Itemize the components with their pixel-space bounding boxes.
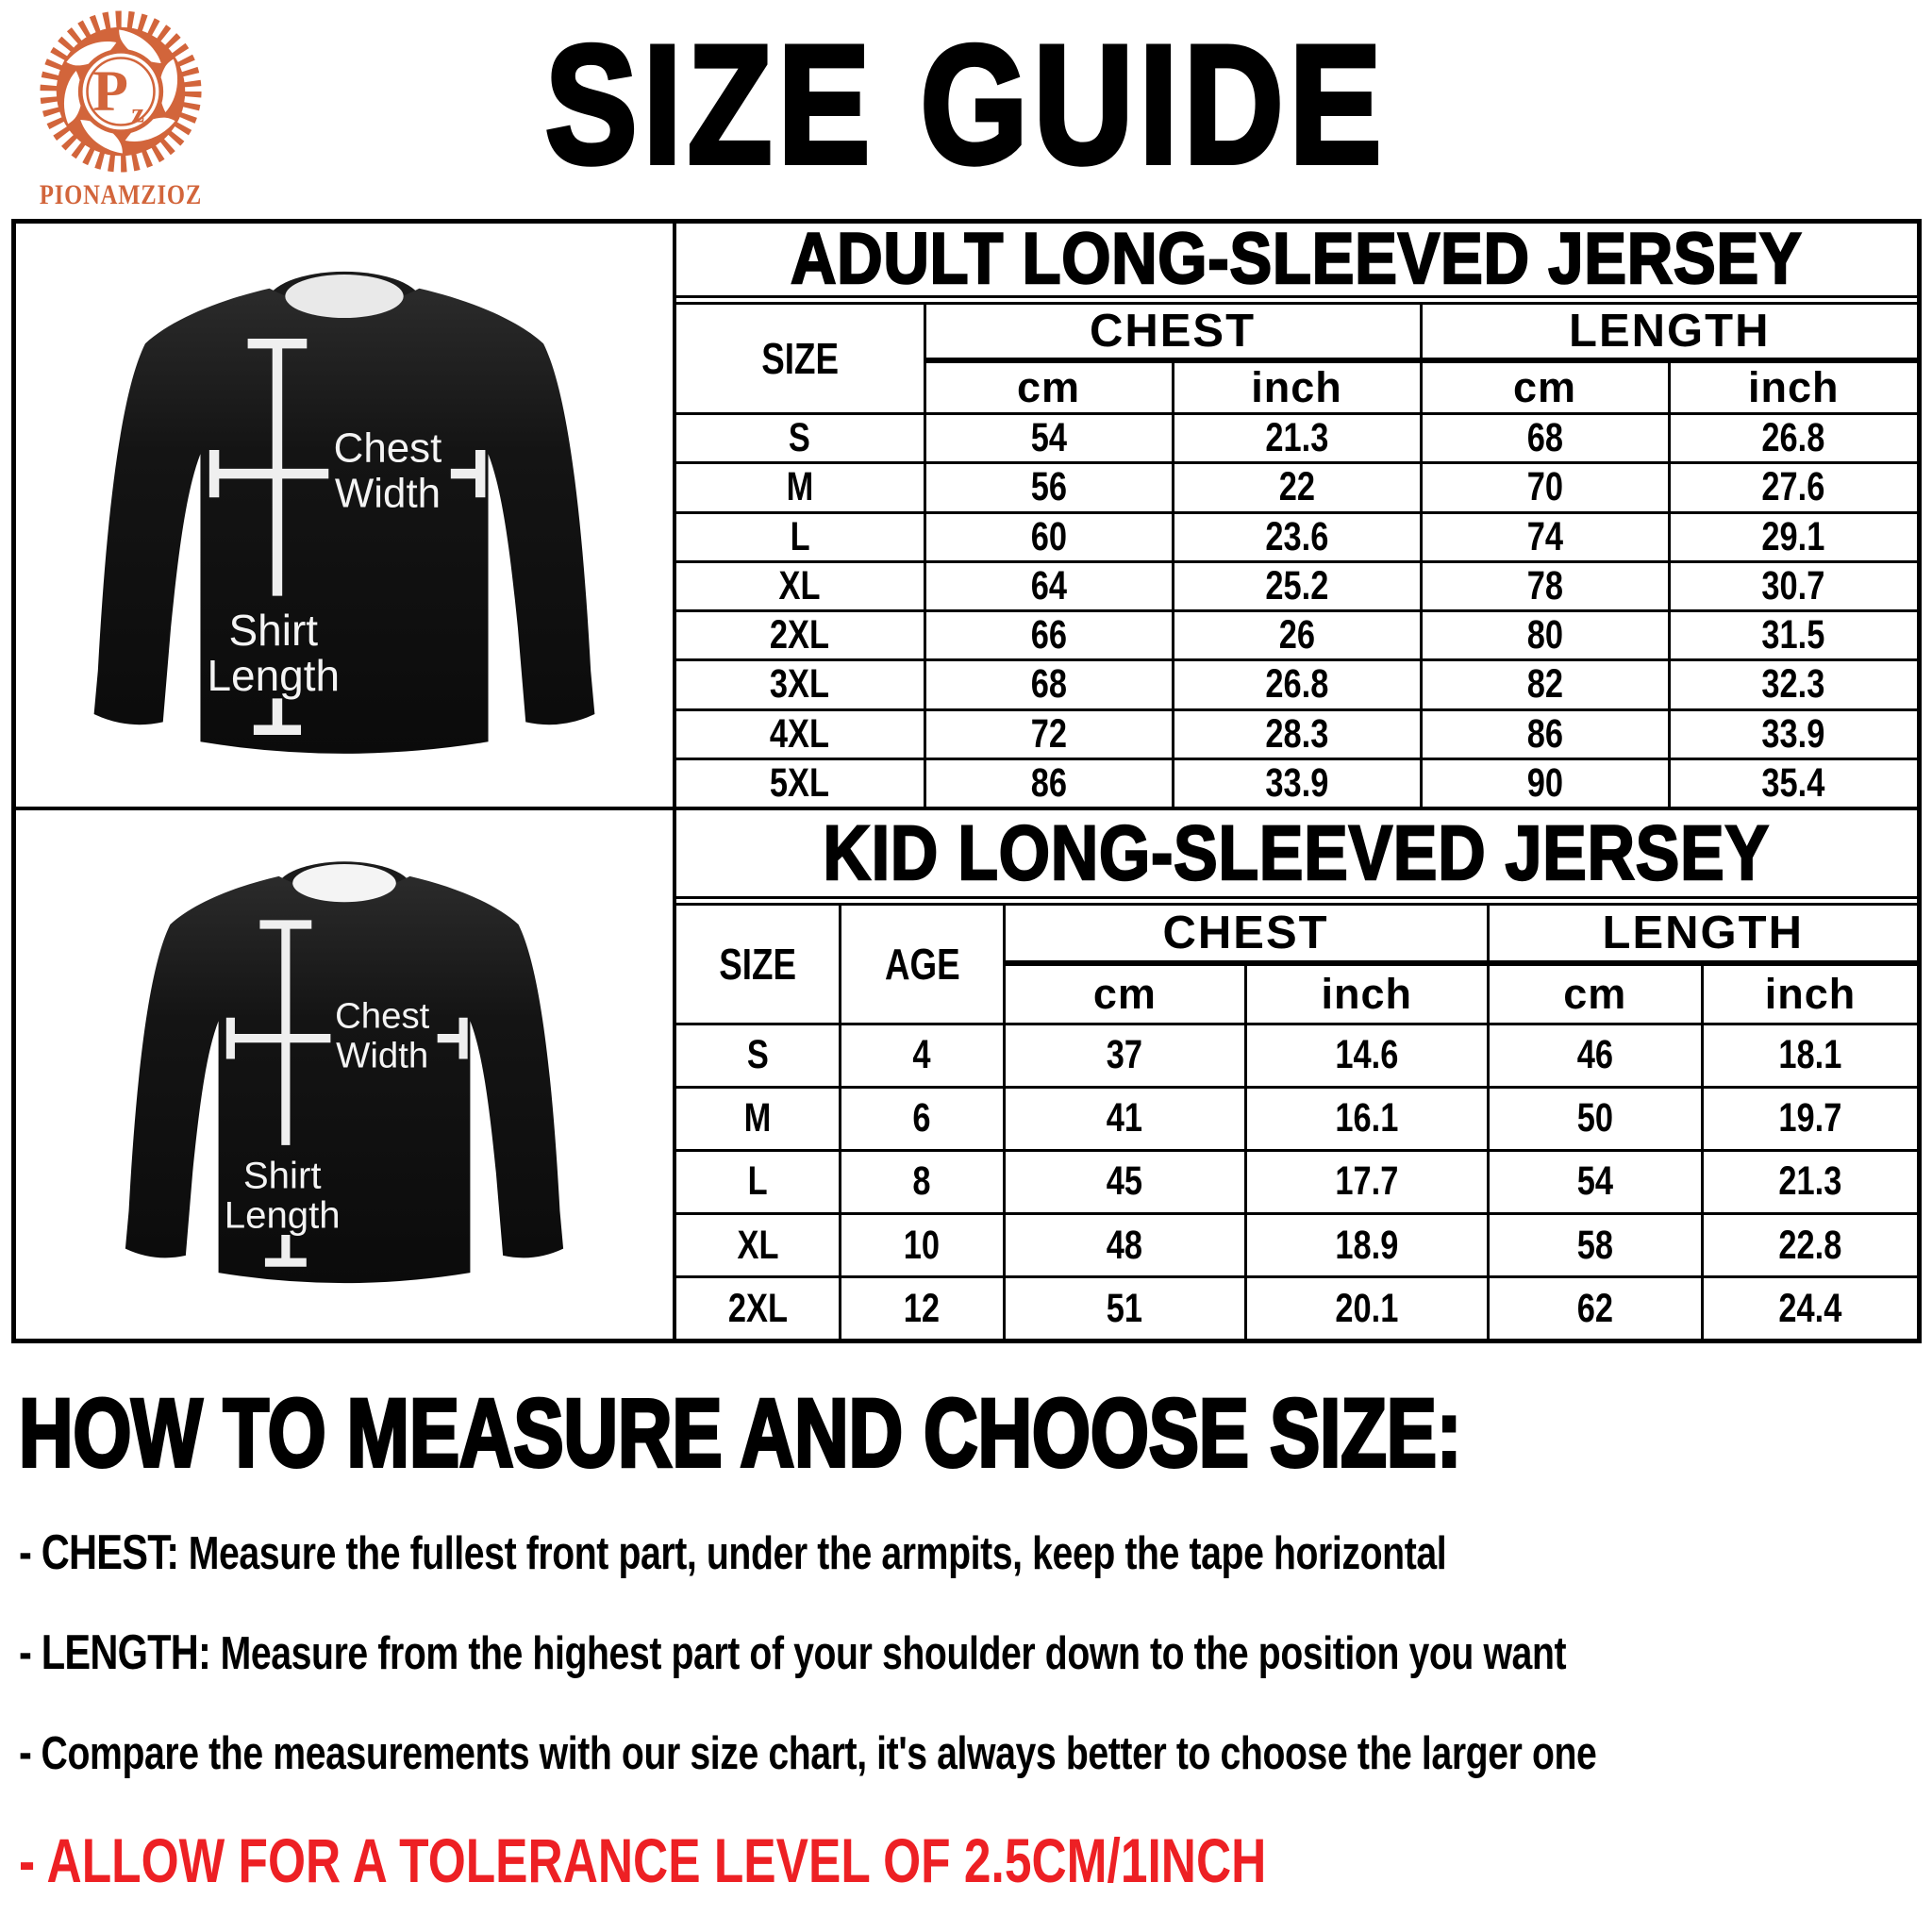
tolerance-note [19, 1824, 1915, 1896]
table-row [676, 561, 1917, 610]
logo-monogram-main: P [92, 59, 128, 125]
cell-value: 26.8 [1761, 415, 1825, 461]
cell-value: 80 [1526, 612, 1563, 658]
table-row [676, 1087, 1917, 1150]
cell-value: 8 [912, 1158, 931, 1205]
adult-size-table [676, 224, 1917, 807]
row-size-label: 2XL [770, 612, 830, 658]
how-to-heading-wrap [19, 1379, 1915, 1487]
unit-inch: inch [1702, 963, 1917, 1024]
cell-value: 51 [1107, 1285, 1143, 1331]
table-row [676, 901, 1917, 963]
table-row [676, 1150, 1917, 1213]
unit-cm: cm [924, 360, 1173, 414]
unit-cm: cm [1488, 963, 1702, 1024]
cell-value: 16.1 [1335, 1095, 1399, 1141]
cell-value: 10 [904, 1222, 941, 1268]
chest-label-line1: Chest [333, 425, 442, 472]
cell-value: 37 [1107, 1032, 1143, 1078]
table-row [676, 1214, 1917, 1277]
cell-value: 19.7 [1778, 1095, 1842, 1141]
cell-value: 72 [1030, 710, 1067, 757]
table-row [676, 300, 1917, 360]
table-row [676, 611, 1917, 660]
length-label-line1: Shirt [228, 605, 319, 655]
page-title: SIZE GUIDE [544, 10, 1388, 198]
tolerance-text: ALLOW FOR A TOLERANCE LEVEL OF 2.5CM/1INCH [46, 1825, 1267, 1895]
cell-value: 25.2 [1265, 562, 1328, 608]
cell-value: 58 [1576, 1222, 1613, 1268]
cell-value: 56 [1030, 464, 1067, 510]
col-header-chest: CHEST [924, 300, 1421, 360]
cell-value: 50 [1576, 1095, 1613, 1141]
cell-value: 82 [1526, 661, 1563, 708]
table-row [676, 512, 1917, 561]
table-row [676, 463, 1917, 512]
cell-value: 26.8 [1265, 661, 1328, 708]
col-header-size: SIZE [760, 334, 839, 383]
row-size-label: S [789, 415, 811, 461]
kid-jersey-image [80, 824, 608, 1324]
table-row [676, 709, 1917, 758]
unit-inch: inch [1173, 360, 1421, 414]
cell-value: 74 [1526, 513, 1563, 559]
cell-value: 66 [1030, 612, 1067, 658]
length-label-line1: Shirt [242, 1154, 322, 1197]
kid-jersey-figure [16, 810, 676, 1339]
gear-logo-icon [35, 6, 207, 177]
table-row [676, 660, 1917, 709]
cell-value: 54 [1030, 415, 1067, 461]
row-size-label: M [743, 1095, 772, 1141]
cell-value: 54 [1576, 1158, 1613, 1205]
cell-value: 31.5 [1761, 612, 1825, 658]
col-header-size: SIZE [719, 939, 796, 989]
row-size-label: 3XL [770, 661, 830, 708]
cell-value: 86 [1030, 759, 1067, 806]
cell-value: 17.7 [1335, 1158, 1399, 1205]
unit-inch: inch [1669, 360, 1917, 414]
chest-label-line1: Chest [335, 995, 430, 1037]
bullet-label: - CHEST: [19, 1525, 179, 1580]
cell-value: 22.8 [1778, 1222, 1842, 1268]
cell-value: 28.3 [1265, 710, 1328, 757]
cell-value: 41 [1107, 1095, 1143, 1141]
logo-monogram-sub: z [131, 95, 145, 129]
unit-cm: cm [1421, 360, 1669, 414]
cell-value: 29.1 [1761, 513, 1825, 559]
cell-value: 14.6 [1335, 1032, 1399, 1078]
cell-value: 70 [1526, 464, 1563, 510]
table-row [676, 758, 1917, 807]
collar-inner [292, 864, 396, 902]
cell-value: 6 [912, 1095, 931, 1141]
bullet-compare [19, 1724, 1915, 1781]
row-size-label: L [747, 1158, 768, 1205]
how-to-section [19, 1379, 1915, 1896]
cell-value: 60 [1030, 513, 1067, 559]
cell-value: 64 [1030, 562, 1067, 608]
cell-value: 86 [1526, 710, 1563, 757]
cell-value: 33.9 [1265, 759, 1328, 806]
bullet-text: Measure from the highest part of your shoulder down to the position you want [210, 1628, 1567, 1679]
chest-label-line2: Width [334, 470, 441, 517]
cell-value: 90 [1526, 759, 1563, 806]
bullet-text: Measure the fullest front part, under the armpits, keep the tape horizontal [178, 1528, 1447, 1579]
chest-label-line2: Width [336, 1035, 429, 1076]
kid-size-table [676, 810, 1917, 1339]
cell-value: 48 [1107, 1222, 1143, 1268]
cell-value: 23.6 [1265, 513, 1328, 559]
cell-value: 18.9 [1335, 1222, 1399, 1268]
bullet-label: - [19, 1725, 32, 1780]
brand-name: PIONAMZIOZ [39, 179, 203, 210]
adult-jersey-image [39, 229, 650, 801]
bullet-length [19, 1624, 1915, 1681]
length-label-line2: Length [224, 1193, 341, 1237]
table-row [676, 810, 1917, 901]
length-label-line2: Length [207, 650, 341, 700]
col-header-age: AGE [884, 939, 960, 989]
cell-value: 30.7 [1761, 562, 1825, 608]
cell-value: 24.4 [1778, 1285, 1842, 1331]
collar-inner [285, 275, 403, 318]
cell-value: 68 [1030, 661, 1067, 708]
kid-table-title: KID LONG-SLEEVED JERSEY [823, 810, 1771, 896]
unit-inch: inch [1246, 963, 1488, 1024]
adult-jersey-figure [16, 224, 676, 810]
kid-table-cell [676, 810, 1917, 1339]
col-header-chest: CHEST [1004, 901, 1488, 963]
table-row [676, 1024, 1917, 1087]
cell-value: 12 [904, 1285, 941, 1331]
cell-value: 32.3 [1761, 661, 1825, 708]
header [0, 0, 1932, 219]
cell-value: 46 [1576, 1032, 1613, 1078]
table-row [676, 414, 1917, 463]
cell-value: 26 [1278, 612, 1315, 658]
adult-table-cell [676, 224, 1917, 810]
cell-value: 22 [1278, 464, 1315, 510]
bullet-label: - LENGTH: [19, 1625, 211, 1680]
cell-value: 21.3 [1778, 1158, 1842, 1205]
cell-value: 68 [1526, 415, 1563, 461]
cell-value: 21.3 [1265, 415, 1328, 461]
tolerance-label: - [19, 1825, 47, 1895]
cell-value: 33.9 [1761, 710, 1825, 757]
adult-table-title: ADULT LONG-SLEEVED JERSEY [791, 224, 1803, 299]
bullet-text: Compare the measurements with our size chart, it's always better to choose the larger one [31, 1728, 1597, 1779]
col-header-length: LENGTH [1488, 901, 1917, 963]
cell-value: 4 [912, 1032, 931, 1078]
cell-value: 62 [1576, 1285, 1613, 1331]
unit-cm: cm [1004, 963, 1245, 1024]
row-size-label: 2XL [727, 1285, 788, 1331]
row-size-label: L [790, 513, 810, 559]
table-row [676, 1277, 1917, 1339]
row-size-label: S [746, 1032, 769, 1078]
table-row [676, 224, 1917, 300]
jersey-body [125, 876, 563, 1283]
cell-value: 18.1 [1778, 1032, 1842, 1078]
size-chart-panel [11, 219, 1922, 1343]
cell-value: 20.1 [1335, 1285, 1399, 1331]
cell-value: 45 [1107, 1158, 1143, 1205]
row-size-label: XL [737, 1222, 779, 1268]
how-to-heading: HOW TO MEASURE AND CHOOSE SIZE: [19, 1379, 1462, 1487]
jersey-body [94, 289, 595, 754]
cell-value: 27.6 [1761, 464, 1825, 510]
row-size-label: 5XL [770, 759, 830, 806]
cell-value: 78 [1526, 562, 1563, 608]
col-header-length: LENGTH [1421, 300, 1917, 360]
row-size-label: M [786, 464, 814, 510]
cell-value: 35.4 [1761, 759, 1825, 806]
bullet-chest [19, 1524, 1915, 1581]
row-size-label: 4XL [770, 710, 830, 757]
row-size-label: XL [778, 562, 821, 608]
brand-logo [21, 6, 221, 211]
